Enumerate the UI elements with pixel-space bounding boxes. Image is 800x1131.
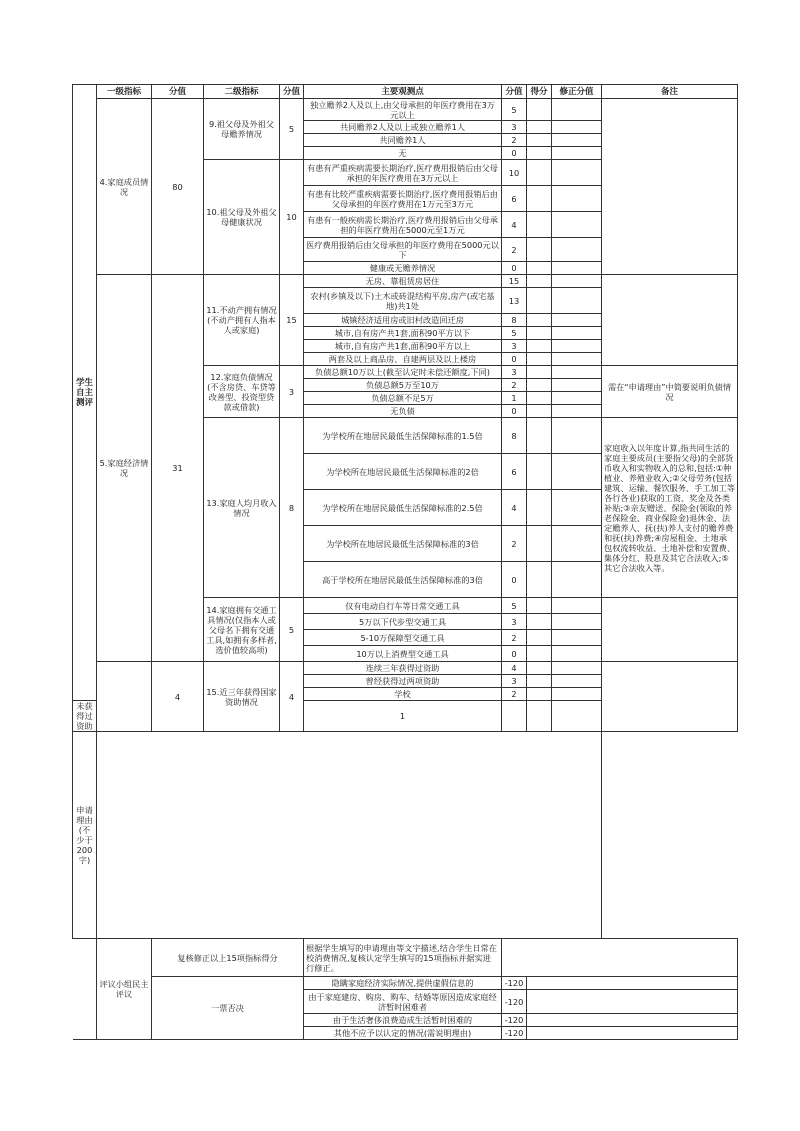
point-value: 5 bbox=[502, 327, 527, 340]
score-cell[interactable] bbox=[527, 186, 552, 212]
score-cell[interactable] bbox=[527, 392, 552, 405]
corrected-cell[interactable] bbox=[552, 405, 602, 418]
corrected-cell[interactable] bbox=[552, 327, 602, 340]
score-cell[interactable] bbox=[527, 212, 552, 238]
point-text: 为学校所在地居民最低生活保障标准的3倍 bbox=[304, 526, 502, 562]
section-name: 5.家庭经济情况 bbox=[97, 275, 152, 662]
corrected-cell[interactable] bbox=[552, 134, 602, 147]
point-text: 为学校所在地居民最低生活保障标准的2.5倍 bbox=[304, 490, 502, 526]
point-value: 2 bbox=[502, 379, 527, 392]
point-value: 2 bbox=[502, 688, 527, 701]
point-value: 3 bbox=[502, 675, 527, 688]
table-row bbox=[73, 939, 738, 977]
header-score2: 分值 bbox=[280, 85, 304, 99]
corrected-cell[interactable] bbox=[552, 99, 602, 121]
veto-input[interactable] bbox=[527, 977, 738, 990]
header-corrected: 修正分值 bbox=[552, 85, 602, 99]
point-value: 0 bbox=[502, 405, 527, 418]
point-value: 4 bbox=[502, 662, 527, 675]
score-cell[interactable] bbox=[527, 688, 552, 701]
remark-cell bbox=[602, 662, 738, 732]
point-text: 有患有比较严重疾病需要长期治疗,医疗费用报销后由父母承担的年医疗费用在1万元至3万元 bbox=[304, 186, 502, 212]
indicator-name: 9.祖父母及外祖父母赡养情况 bbox=[204, 99, 280, 160]
corrected-cell[interactable] bbox=[552, 314, 602, 327]
corrected-cell[interactable] bbox=[552, 614, 602, 630]
point-value: 1 bbox=[502, 392, 527, 405]
point-value: 0 bbox=[502, 147, 527, 160]
point-text: 5-10万保障型交通工具 bbox=[304, 630, 502, 646]
point-value: 4 bbox=[502, 490, 527, 526]
indicator-score: 5 bbox=[280, 99, 304, 160]
score-cell[interactable] bbox=[502, 701, 527, 732]
point-text: 共同赡养1人 bbox=[304, 134, 502, 147]
point-value: 5 bbox=[502, 99, 527, 121]
score-cell[interactable] bbox=[527, 366, 552, 379]
corrected-cell[interactable] bbox=[552, 662, 602, 675]
indicator-name: 10.祖父母及外祖父母健康状况 bbox=[204, 160, 280, 275]
indicator-score: 15 bbox=[280, 275, 304, 366]
corrected-cell[interactable] bbox=[552, 454, 602, 490]
header-score: 分值 bbox=[152, 85, 204, 99]
point-value: 8 bbox=[502, 314, 527, 327]
point-value: 6 bbox=[502, 186, 527, 212]
corrected-cell[interactable] bbox=[552, 366, 602, 379]
indicator-score: 10 bbox=[280, 160, 304, 275]
table-row bbox=[73, 977, 738, 990]
veto-value: -120 bbox=[502, 1014, 527, 1027]
point-value: 13 bbox=[502, 288, 527, 314]
score-cell[interactable] bbox=[527, 405, 552, 418]
indicator-name: 12.家庭负债情况(不含房贷、车贷等改善型、投资型贷款或借款) bbox=[204, 366, 280, 418]
veto-input[interactable] bbox=[527, 1014, 738, 1027]
assessment-table bbox=[72, 84, 738, 1040]
point-value: 2 bbox=[502, 526, 527, 562]
corrected-cell[interactable] bbox=[527, 701, 552, 732]
indicator-score: 8 bbox=[280, 418, 304, 598]
veto-value: -120 bbox=[502, 1027, 527, 1040]
section-score: 31 bbox=[152, 275, 204, 662]
score-cell[interactable] bbox=[527, 630, 552, 646]
veto-label: 一票否决 bbox=[152, 977, 304, 1040]
corrected-cell[interactable] bbox=[552, 275, 602, 288]
point-value: 5 bbox=[502, 598, 527, 614]
point-value: 3 bbox=[502, 121, 527, 134]
section-score: 80 bbox=[152, 99, 204, 275]
score-cell[interactable] bbox=[527, 490, 552, 526]
indicator-score: 4 bbox=[280, 662, 304, 732]
point-text: 10万以上消费型交通工具 bbox=[304, 646, 502, 662]
point-text: 有患有一般疾病需长期治疗,医疗费用报销后由父母承担的年医疗费用在5000元至1万元 bbox=[304, 212, 502, 238]
score-cell[interactable] bbox=[527, 675, 552, 688]
point-value: 15 bbox=[502, 275, 527, 288]
remark-cell bbox=[602, 598, 738, 662]
point-text: 为学校所在地居民最低生活保障标准的2倍 bbox=[304, 454, 502, 490]
corrected-cell[interactable] bbox=[552, 288, 602, 314]
table-row bbox=[73, 662, 738, 675]
remark-cell bbox=[602, 275, 738, 366]
review-side-empty bbox=[73, 939, 97, 1040]
point-value: 8 bbox=[502, 418, 527, 454]
header-score3: 分值 bbox=[502, 85, 527, 99]
point-value: 0 bbox=[502, 646, 527, 662]
score-cell[interactable] bbox=[527, 662, 552, 675]
point-text: 共同赡养2人及以上或独立赡养1人 bbox=[304, 121, 502, 134]
review-label: 评议小组民主评议 bbox=[97, 939, 152, 1040]
point-text: 有患有严重疾病需要长期治疗,医疗费用报销后由父母承担的年医疗费用在3万元以上 bbox=[304, 160, 502, 186]
score-cell[interactable] bbox=[527, 134, 552, 147]
score-cell[interactable] bbox=[527, 147, 552, 160]
header-level2: 二级指标 bbox=[204, 85, 280, 99]
veto-input[interactable] bbox=[527, 1027, 738, 1040]
score-cell[interactable] bbox=[527, 340, 552, 353]
point-value: 1 bbox=[304, 701, 502, 732]
point-text: 负债总额不足5万 bbox=[304, 392, 502, 405]
corrected-cell[interactable] bbox=[552, 160, 602, 186]
point-text: 医疗费用报销后由父母承担的年医疗费用在5000元以下 bbox=[304, 238, 502, 262]
corrected-cell[interactable] bbox=[552, 526, 602, 562]
point-text: 连续三年获得过资助 bbox=[304, 662, 502, 675]
corrected-cell[interactable] bbox=[552, 353, 602, 366]
point-text: 仅有电动自行车等日常交通工具 bbox=[304, 598, 502, 614]
score-cell[interactable] bbox=[527, 99, 552, 121]
corrected-cell[interactable] bbox=[552, 212, 602, 238]
score-cell[interactable] bbox=[527, 614, 552, 630]
point-text: 无 bbox=[304, 147, 502, 160]
score-cell[interactable] bbox=[527, 562, 552, 598]
veto-value: -120 bbox=[502, 977, 527, 990]
assessment-form bbox=[72, 84, 737, 1040]
corrected-cell[interactable] bbox=[552, 392, 602, 405]
point-value: 4 bbox=[502, 212, 527, 238]
corrected-cell[interactable] bbox=[552, 418, 602, 454]
score-cell[interactable] bbox=[527, 275, 552, 288]
point-text: 城市,自有房产共1套,面积90平方以下 bbox=[304, 327, 502, 340]
indicator-name: 11.不动产拥有情况(不动产拥有人指本人或家庭) bbox=[204, 275, 280, 366]
veto-text: 隐瞒家庭经济实际情况,提供虚假信息的 bbox=[304, 977, 502, 990]
section-name: 4.家庭成员情况 bbox=[97, 99, 152, 275]
corrected-cell[interactable] bbox=[552, 238, 602, 262]
header-got: 得分 bbox=[527, 85, 552, 99]
section-name-empty bbox=[97, 662, 152, 732]
point-text: 高于学校所在地居民最低生活保障标准的3倍 bbox=[304, 562, 502, 598]
header-level1: 一级指标 bbox=[97, 85, 152, 99]
point-value: 0 bbox=[502, 353, 527, 366]
veto-text: 由于生活奢侈浪费造成生活暂时困难的 bbox=[304, 1014, 502, 1027]
point-text: 曾经获得过两项资助 bbox=[304, 675, 502, 688]
point-text: 独立赡养2人及以上,由父母承担的年医疗费用在3万元以上 bbox=[304, 99, 502, 121]
veto-input[interactable] bbox=[527, 990, 738, 1014]
corrected-cell[interactable] bbox=[552, 646, 602, 662]
score-cell[interactable] bbox=[527, 526, 552, 562]
remark-debt: 需在“申请理由”中简要说明负债情况 bbox=[602, 366, 738, 418]
point-value: 3 bbox=[502, 614, 527, 630]
header-remark: 备注 bbox=[602, 85, 738, 99]
point-value: 0 bbox=[502, 262, 527, 275]
score-cell[interactable] bbox=[527, 262, 552, 275]
review-desc: 根据学生填写的申请理由等文字描述,结合学生日常在校消费情况,复核认定学生填写的15项指标并据实进行修正。 bbox=[304, 939, 502, 977]
corrected-cell[interactable] bbox=[552, 186, 602, 212]
score-cell[interactable] bbox=[527, 121, 552, 134]
score-cell[interactable] bbox=[527, 327, 552, 340]
table-row bbox=[73, 275, 738, 288]
veto-value: -120 bbox=[502, 990, 527, 1014]
corrected-cell[interactable] bbox=[552, 379, 602, 392]
point-text: 5万以下代步型交通工具 bbox=[304, 614, 502, 630]
score-cell[interactable] bbox=[527, 418, 552, 454]
reason-label: 申请理由(不少于200字) bbox=[73, 732, 97, 939]
reason-row bbox=[73, 732, 738, 939]
point-value: 0 bbox=[502, 562, 527, 598]
reason-textarea[interactable] bbox=[97, 732, 602, 939]
corrected-cell[interactable] bbox=[552, 598, 602, 614]
header-points: 主要观测点 bbox=[304, 85, 502, 99]
score-cell[interactable] bbox=[527, 288, 552, 314]
point-text: 未获得过资助 bbox=[73, 701, 97, 732]
point-value: 2 bbox=[502, 134, 527, 147]
corrected-cell[interactable] bbox=[552, 630, 602, 646]
point-value: 3 bbox=[502, 366, 527, 379]
corrected-cell[interactable] bbox=[552, 121, 602, 134]
corrected-cell[interactable] bbox=[552, 675, 602, 688]
score-cell[interactable] bbox=[527, 238, 552, 262]
point-text: 无房、靠租赁房居住 bbox=[304, 275, 502, 288]
point-text: 健康或无赡养情况 bbox=[304, 262, 502, 275]
indicator-name: 14.家庭拥有交通工具情况(仅指本人或父母名下拥有交通工具,如拥有多样者,选价值较高项) bbox=[204, 598, 280, 662]
indicator-name: 15.近三年获得国家资助情况 bbox=[204, 662, 280, 732]
point-text: 负债总额10万以上(截至认定时未偿还额度,下同) bbox=[304, 366, 502, 379]
point-text: 农村(乡镇及以下)土木或砖混结构平房,房产(或宅基地)共1处 bbox=[304, 288, 502, 314]
point-value: 6 bbox=[502, 454, 527, 490]
table-row bbox=[73, 99, 738, 121]
point-text: 负债总额5万至10万 bbox=[304, 379, 502, 392]
corrected-cell[interactable] bbox=[552, 262, 602, 275]
corrected-cell[interactable] bbox=[552, 340, 602, 353]
score-cell[interactable] bbox=[527, 454, 552, 490]
indicator-score: 5 bbox=[280, 598, 304, 662]
table-header bbox=[73, 85, 738, 99]
score-cell[interactable] bbox=[527, 646, 552, 662]
indicator-score: 3 bbox=[280, 366, 304, 418]
score-cell[interactable] bbox=[527, 598, 552, 614]
section-score: 4 bbox=[152, 662, 204, 732]
veto-text: 其他不应予以认定的情况(需说明理由) bbox=[304, 1027, 502, 1040]
review-item: 复核修正以上15项指标得分 bbox=[152, 939, 304, 977]
corrected-cell[interactable] bbox=[552, 562, 602, 598]
score-cell[interactable] bbox=[527, 353, 552, 366]
veto-text: 由于家庭建房、购房、购车、结婚等原因造成家庭经济暂时困难者 bbox=[304, 990, 502, 1014]
point-text: 城市,自有房产共1套,面积90平方以上 bbox=[304, 340, 502, 353]
indicator-name: 13.家庭人均月收入情况 bbox=[204, 418, 280, 598]
corrected-cell[interactable] bbox=[552, 688, 602, 701]
point-value: 10 bbox=[502, 160, 527, 186]
point-value: 2 bbox=[502, 630, 527, 646]
remark-cell bbox=[602, 99, 738, 275]
score-cell[interactable] bbox=[527, 160, 552, 186]
score-cell[interactable] bbox=[527, 314, 552, 327]
point-text: 为学校所在地居民最低生活保障标准的1.5倍 bbox=[304, 418, 502, 454]
corrected-cell[interactable] bbox=[552, 147, 602, 160]
review-input[interactable] bbox=[502, 939, 738, 977]
remark-income: 家庭收入以年度计算,指共同生活的家庭主要成员(主要指父母)的全部货币收入和实物收入的总和,包括:①种植业、养殖业收入;②父母劳务(包括建筑、运输、餐饮服务、手工加工等各行各业)获取的工资、奖金及各类补贴;③亲友赠送、保险金(领取的养老保险金、商业保险金)退休金、法定赡养人、抚(扶)养人支付的赡养费和抚(扶)养费;④房屋租金、土地承包权流转收益、土地补偿和安置费、集体分红、股息及其它合法收入;⑤其它合法收入等。 bbox=[602, 418, 738, 598]
point-value: 3 bbox=[502, 340, 527, 353]
score-cell[interactable] bbox=[527, 379, 552, 392]
point-text: 无负债 bbox=[304, 405, 502, 418]
point-text: 两套及以上商品房、自建两层及以上楼房 bbox=[304, 353, 502, 366]
point-text: 城镇经济适用房或旧村改造回迁房 bbox=[304, 314, 502, 327]
side-label: 学生自主测评 bbox=[73, 85, 97, 701]
corrected-cell[interactable] bbox=[552, 490, 602, 526]
point-text: 学校 bbox=[304, 688, 502, 701]
point-value: 2 bbox=[502, 238, 527, 262]
